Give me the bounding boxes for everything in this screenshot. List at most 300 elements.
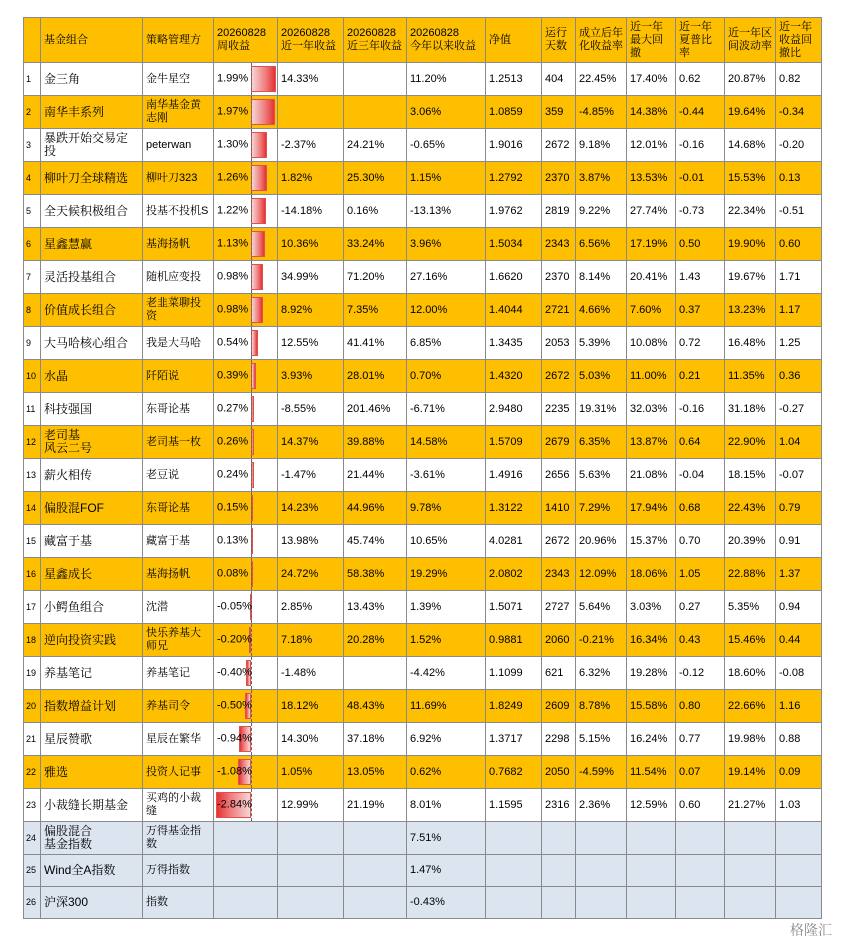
week-return-text: 0.24%	[217, 468, 249, 481]
cell-ytd-return: 1.52%	[407, 624, 486, 657]
cell-running-days: 2672	[542, 360, 576, 393]
cell-idx: 17	[24, 591, 41, 624]
cell-return-drawdown-ratio: 1.71	[776, 261, 822, 294]
cell-return-drawdown-ratio: -0.34	[776, 96, 822, 129]
table-row	[24, 63, 822, 96]
cell-one-year-return: 3.93%	[278, 360, 344, 393]
cell-fund-name: 水晶	[41, 360, 143, 393]
table-row	[24, 96, 822, 129]
week-return-text: 1.99%	[217, 72, 249, 85]
cell-idx: 25	[24, 855, 41, 887]
cell-volatility: 31.18%	[725, 393, 776, 426]
cell-nav: 1.5709	[486, 426, 542, 459]
cell-max-drawdown: 17.19%	[627, 228, 676, 261]
cell-max-drawdown: 16.34%	[627, 624, 676, 657]
cell-volatility: 15.53%	[725, 162, 776, 195]
cell-three-year-return: 13.43%	[344, 591, 407, 624]
cell-three-year-return: 21.19%	[344, 789, 407, 822]
cell-nav: 1.6620	[486, 261, 542, 294]
bar-zero-axis	[251, 162, 252, 194]
cell-annualized-return: 2.36%	[576, 789, 627, 822]
cell-fund-name: 南华丰系列	[41, 96, 143, 129]
cell-return-drawdown-ratio: 1.03	[776, 789, 822, 822]
cell-annualized-return: 3.87%	[576, 162, 627, 195]
cell-sharpe-ratio: 0.80	[676, 690, 725, 723]
cell-nav: 1.4044	[486, 294, 542, 327]
cell-nav: 0.9881	[486, 624, 542, 657]
cell-max-drawdown: 11.00%	[627, 360, 676, 393]
cell-ytd-return: 8.01%	[407, 789, 486, 822]
cell-running-days: 359	[542, 96, 576, 129]
table-row	[24, 294, 822, 327]
cell-nav: 1.8249	[486, 690, 542, 723]
cell-one-year-return: 1.05%	[278, 756, 344, 789]
cell-nav: 1.0859	[486, 96, 542, 129]
header-three-year-return: 20260828 近三年收益	[344, 18, 407, 63]
cell-idx: 16	[24, 558, 41, 591]
table-row	[24, 756, 822, 789]
cell-fund-name: 全天候积极组合	[41, 195, 143, 228]
week-return-bar	[251, 231, 265, 257]
cell-one-year-return	[278, 887, 344, 919]
cell-annualized-return: -4.59%	[576, 756, 627, 789]
header-fund-name: 基金组合	[41, 18, 143, 63]
cell-max-drawdown: 15.37%	[627, 525, 676, 558]
cell-max-drawdown: 13.53%	[627, 162, 676, 195]
cell-annualized-return: 6.35%	[576, 426, 627, 459]
cell-return-drawdown-ratio	[776, 855, 822, 887]
cell-week-return	[214, 855, 278, 887]
cell-fund-name: 价值成长组合	[41, 294, 143, 327]
cell-sharpe-ratio	[676, 887, 725, 919]
cell-fund-name: 小鳄鱼组合	[41, 591, 143, 624]
cell-sharpe-ratio: 0.68	[676, 492, 725, 525]
table-row	[24, 459, 822, 492]
cell-volatility: 14.68%	[725, 129, 776, 162]
cell-week-return	[214, 887, 278, 919]
cell-three-year-return: 37.18%	[344, 723, 407, 756]
cell-ytd-return: 14.58%	[407, 426, 486, 459]
week-return-text: 1.26%	[217, 171, 249, 184]
cell-three-year-return: 0.16%	[344, 195, 407, 228]
cell-week-return	[214, 822, 278, 855]
cell-running-days: 2656	[542, 459, 576, 492]
week-return-text: 0.13%	[217, 534, 249, 547]
cell-three-year-return	[344, 855, 407, 887]
header-row	[24, 18, 822, 63]
table-row	[24, 426, 822, 459]
cell-volatility: 22.90%	[725, 426, 776, 459]
cell-max-drawdown: 32.03%	[627, 393, 676, 426]
cell-annualized-return: 5.64%	[576, 591, 627, 624]
table-row	[24, 261, 822, 294]
cell-ytd-return: 19.29%	[407, 558, 486, 591]
fund-table-container	[23, 17, 822, 919]
bar-zero-axis	[251, 129, 252, 161]
cell-ytd-return: -6.71%	[407, 393, 486, 426]
cell-volatility: 18.60%	[725, 657, 776, 690]
cell-idx: 19	[24, 657, 41, 690]
cell-manager: 随机应变投	[143, 261, 214, 294]
cell-max-drawdown: 18.06%	[627, 558, 676, 591]
cell-annualized-return: 5.03%	[576, 360, 627, 393]
cell-running-days: 2672	[542, 525, 576, 558]
cell-week-return	[214, 789, 278, 822]
cell-return-drawdown-ratio: 1.16	[776, 690, 822, 723]
cell-max-drawdown: 10.08%	[627, 327, 676, 360]
cell-annualized-return: 22.45%	[576, 63, 627, 96]
cell-sharpe-ratio: 0.43	[676, 624, 725, 657]
cell-ytd-return: 6.92%	[407, 723, 486, 756]
week-return-bar	[251, 99, 275, 125]
cell-return-drawdown-ratio: 0.09	[776, 756, 822, 789]
cell-manager: 基海扬帆	[143, 558, 214, 591]
cell-one-year-return: 14.30%	[278, 723, 344, 756]
cell-running-days	[542, 855, 576, 887]
cell-three-year-return: 25.30%	[344, 162, 407, 195]
cell-max-drawdown: 19.28%	[627, 657, 676, 690]
cell-annualized-return	[576, 822, 627, 855]
cell-annualized-return	[576, 855, 627, 887]
cell-nav	[486, 887, 542, 919]
cell-manager: 指数	[143, 887, 214, 919]
cell-fund-name: 大马哈核心组合	[41, 327, 143, 360]
cell-fund-name: 灵活投基组合	[41, 261, 143, 294]
cell-idx: 24	[24, 822, 41, 855]
cell-sharpe-ratio: 0.07	[676, 756, 725, 789]
cell-week-return	[214, 525, 278, 558]
table-row	[24, 789, 822, 822]
cell-running-days: 2721	[542, 294, 576, 327]
cell-manager: 万得基金指数	[143, 822, 214, 855]
cell-volatility: 19.90%	[725, 228, 776, 261]
cell-three-year-return: 45.74%	[344, 525, 407, 558]
cell-ytd-return: 1.39%	[407, 591, 486, 624]
cell-ytd-return: 12.00%	[407, 294, 486, 327]
cell-sharpe-ratio: -0.01	[676, 162, 725, 195]
cell-idx: 3	[24, 129, 41, 162]
cell-nav: 4.0281	[486, 525, 542, 558]
cell-fund-name: 小裁缝长期基金	[41, 789, 143, 822]
cell-sharpe-ratio: -0.16	[676, 129, 725, 162]
cell-manager: 养基笔记	[143, 657, 214, 690]
cell-three-year-return: 33.24%	[344, 228, 407, 261]
cell-ytd-return: 0.62%	[407, 756, 486, 789]
cell-nav: 1.4320	[486, 360, 542, 393]
cell-max-drawdown	[627, 822, 676, 855]
cell-three-year-return: 24.21%	[344, 129, 407, 162]
cell-return-drawdown-ratio: 0.44	[776, 624, 822, 657]
cell-nav: 1.5071	[486, 591, 542, 624]
cell-volatility: 22.88%	[725, 558, 776, 591]
cell-idx: 22	[24, 756, 41, 789]
cell-return-drawdown-ratio: 0.88	[776, 723, 822, 756]
cell-three-year-return: 28.01%	[344, 360, 407, 393]
cell-sharpe-ratio: 0.27	[676, 591, 725, 624]
cell-fund-name: 老司基 风云二号	[41, 426, 143, 459]
week-return-text: -0.05%	[217, 600, 252, 613]
cell-volatility: 18.15%	[725, 459, 776, 492]
table-row	[24, 360, 822, 393]
cell-three-year-return: 39.88%	[344, 426, 407, 459]
cell-annualized-return: 20.96%	[576, 525, 627, 558]
cell-return-drawdown-ratio: 1.37	[776, 558, 822, 591]
week-return-text: 0.98%	[217, 270, 249, 283]
cell-return-drawdown-ratio	[776, 822, 822, 855]
cell-running-days: 2343	[542, 558, 576, 591]
cell-one-year-return: -2.37%	[278, 129, 344, 162]
cell-running-days: 2060	[542, 624, 576, 657]
cell-max-drawdown: 13.87%	[627, 426, 676, 459]
cell-max-drawdown	[627, 855, 676, 887]
cell-three-year-return: 48.43%	[344, 690, 407, 723]
cell-manager: 老豆说	[143, 459, 214, 492]
cell-one-year-return: 12.99%	[278, 789, 344, 822]
cell-annualized-return: 5.15%	[576, 723, 627, 756]
cell-idx: 21	[24, 723, 41, 756]
cell-nav: 1.9016	[486, 129, 542, 162]
cell-week-return	[214, 492, 278, 525]
cell-three-year-return: 7.35%	[344, 294, 407, 327]
cell-sharpe-ratio	[676, 822, 725, 855]
cell-max-drawdown: 12.01%	[627, 129, 676, 162]
cell-annualized-return: 7.29%	[576, 492, 627, 525]
cell-sharpe-ratio: 0.60	[676, 789, 725, 822]
table-row	[24, 855, 822, 887]
cell-one-year-return: -1.47%	[278, 459, 344, 492]
cell-week-return	[214, 624, 278, 657]
cell-manager: 投基不投机S	[143, 195, 214, 228]
header-volatility: 近一年区间波动率	[725, 18, 776, 63]
cell-one-year-return: 12.55%	[278, 327, 344, 360]
header-manager: 策略管理方	[143, 18, 214, 63]
bar-zero-axis	[251, 261, 252, 293]
bar-zero-axis	[251, 96, 252, 128]
table-row	[24, 887, 822, 919]
cell-ytd-return: 1.47%	[407, 855, 486, 887]
cell-return-drawdown-ratio: -0.20	[776, 129, 822, 162]
cell-nav: 1.3717	[486, 723, 542, 756]
cell-nav: 1.3122	[486, 492, 542, 525]
cell-week-return	[214, 723, 278, 756]
cell-one-year-return: -8.55%	[278, 393, 344, 426]
cell-volatility: 11.35%	[725, 360, 776, 393]
cell-annualized-return: 4.66%	[576, 294, 627, 327]
cell-ytd-return: -0.43%	[407, 887, 486, 919]
bar-zero-axis	[251, 525, 252, 557]
cell-ytd-return: 3.06%	[407, 96, 486, 129]
cell-sharpe-ratio	[676, 855, 725, 887]
bar-zero-axis	[251, 294, 252, 326]
header-ytd-return: 20260828 今年以来收益	[407, 18, 486, 63]
cell-max-drawdown: 27.74%	[627, 195, 676, 228]
cell-manager: peterwan	[143, 129, 214, 162]
cell-return-drawdown-ratio: -0.27	[776, 393, 822, 426]
cell-week-return	[214, 63, 278, 96]
cell-sharpe-ratio: 0.37	[676, 294, 725, 327]
cell-annualized-return: -0.21%	[576, 624, 627, 657]
bar-zero-axis	[251, 327, 252, 359]
week-return-bar	[251, 198, 266, 224]
cell-ytd-return: 11.20%	[407, 63, 486, 96]
cell-idx: 2	[24, 96, 41, 129]
cell-ytd-return: 27.16%	[407, 261, 486, 294]
cell-week-return	[214, 195, 278, 228]
cell-nav: 0.7682	[486, 756, 542, 789]
cell-one-year-return	[278, 96, 344, 129]
cell-max-drawdown: 12.59%	[627, 789, 676, 822]
cell-idx: 4	[24, 162, 41, 195]
cell-sharpe-ratio: -0.44	[676, 96, 725, 129]
week-return-bar	[251, 297, 263, 323]
cell-ytd-return: -4.42%	[407, 657, 486, 690]
cell-three-year-return: 58.38%	[344, 558, 407, 591]
cell-idx: 20	[24, 690, 41, 723]
cell-max-drawdown: 21.08%	[627, 459, 676, 492]
cell-week-return	[214, 393, 278, 426]
cell-one-year-return: -14.18%	[278, 195, 344, 228]
cell-sharpe-ratio: -0.73	[676, 195, 725, 228]
cell-idx: 12	[24, 426, 41, 459]
table-row	[24, 723, 822, 756]
bar-zero-axis	[251, 195, 252, 227]
week-return-bar	[251, 66, 276, 92]
cell-return-drawdown-ratio: 0.82	[776, 63, 822, 96]
cell-sharpe-ratio: -0.16	[676, 393, 725, 426]
cell-week-return	[214, 657, 278, 690]
cell-nav: 1.5034	[486, 228, 542, 261]
cell-manager: 老韭菜聊投资	[143, 294, 214, 327]
cell-one-year-return: 1.82%	[278, 162, 344, 195]
week-return-text: 0.39%	[217, 369, 249, 382]
week-return-text: -0.20%	[217, 633, 252, 646]
cell-annualized-return: 8.14%	[576, 261, 627, 294]
cell-manager: 阡陌说	[143, 360, 214, 393]
cell-one-year-return: 14.37%	[278, 426, 344, 459]
cell-max-drawdown: 17.94%	[627, 492, 676, 525]
cell-one-year-return: 24.72%	[278, 558, 344, 591]
cell-volatility: 19.67%	[725, 261, 776, 294]
table-row	[24, 591, 822, 624]
cell-max-drawdown: 11.54%	[627, 756, 676, 789]
cell-return-drawdown-ratio: 1.25	[776, 327, 822, 360]
cell-week-return	[214, 756, 278, 789]
cell-running-days: 404	[542, 63, 576, 96]
cell-max-drawdown: 3.03%	[627, 591, 676, 624]
cell-idx: 8	[24, 294, 41, 327]
cell-running-days: 2316	[542, 789, 576, 822]
cell-ytd-return: -0.65%	[407, 129, 486, 162]
cell-manager: 投资人记事	[143, 756, 214, 789]
cell-week-return	[214, 327, 278, 360]
cell-three-year-return: 201.46%	[344, 393, 407, 426]
cell-week-return	[214, 162, 278, 195]
cell-one-year-return	[278, 855, 344, 887]
cell-fund-name: 暴跌开始交易定投	[41, 129, 143, 162]
cell-max-drawdown	[627, 887, 676, 919]
cell-sharpe-ratio: 1.43	[676, 261, 725, 294]
cell-week-return	[214, 360, 278, 393]
cell-nav: 2.0802	[486, 558, 542, 591]
cell-ytd-return: 11.69%	[407, 690, 486, 723]
cell-sharpe-ratio: 0.21	[676, 360, 725, 393]
cell-three-year-return: 20.28%	[344, 624, 407, 657]
cell-three-year-return	[344, 887, 407, 919]
cell-one-year-return: 8.92%	[278, 294, 344, 327]
cell-manager: 沈潜	[143, 591, 214, 624]
week-return-text: 0.08%	[217, 567, 249, 580]
week-return-bar	[251, 330, 258, 356]
cell-idx: 23	[24, 789, 41, 822]
cell-return-drawdown-ratio	[776, 887, 822, 919]
header-running-days: 运行天数	[542, 18, 576, 63]
cell-manager: 基海扬帆	[143, 228, 214, 261]
cell-manager: 养基司令	[143, 690, 214, 723]
cell-fund-name: 星鑫慧赢	[41, 228, 143, 261]
cell-manager: 买鸡的小裁缝	[143, 789, 214, 822]
header-week-return: 20260828 周收益	[214, 18, 278, 63]
cell-manager: 星辰在繁华	[143, 723, 214, 756]
cell-three-year-return: 13.05%	[344, 756, 407, 789]
cell-three-year-return	[344, 822, 407, 855]
cell-one-year-return: 2.85%	[278, 591, 344, 624]
cell-fund-name: 藏富于基	[41, 525, 143, 558]
cell-volatility: 20.39%	[725, 525, 776, 558]
bar-zero-axis	[251, 459, 252, 491]
cell-return-drawdown-ratio: -0.08	[776, 657, 822, 690]
cell-nav: 1.2792	[486, 162, 542, 195]
cell-volatility: 19.64%	[725, 96, 776, 129]
cell-return-drawdown-ratio: 0.94	[776, 591, 822, 624]
cell-running-days: 2727	[542, 591, 576, 624]
week-return-text: 1.22%	[217, 204, 249, 217]
cell-idx: 6	[24, 228, 41, 261]
week-return-text: -2.84%	[217, 798, 252, 811]
cell-annualized-return: 8.78%	[576, 690, 627, 723]
table-body	[24, 63, 822, 919]
cell-one-year-return: 34.99%	[278, 261, 344, 294]
cell-sharpe-ratio: 0.62	[676, 63, 725, 96]
cell-nav: 1.2513	[486, 63, 542, 96]
table-row	[24, 327, 822, 360]
cell-three-year-return: 71.20%	[344, 261, 407, 294]
cell-max-drawdown: 20.41%	[627, 261, 676, 294]
cell-one-year-return	[278, 822, 344, 855]
cell-volatility: 13.23%	[725, 294, 776, 327]
cell-volatility: 19.98%	[725, 723, 776, 756]
cell-three-year-return	[344, 657, 407, 690]
cell-ytd-return: 0.70%	[407, 360, 486, 393]
cell-fund-name: 星鑫成长	[41, 558, 143, 591]
cell-fund-name: 科技强国	[41, 393, 143, 426]
week-return-text: 0.26%	[217, 435, 249, 448]
cell-manager: 快乐养基大师兄	[143, 624, 214, 657]
week-return-text: 0.98%	[217, 303, 249, 316]
cell-running-days: 2343	[542, 228, 576, 261]
cell-manager: 东哥论基	[143, 492, 214, 525]
cell-nav	[486, 855, 542, 887]
header-one-year-return: 20260828 近一年收益	[278, 18, 344, 63]
cell-ytd-return: 3.96%	[407, 228, 486, 261]
watermark-logo: 格隆汇	[790, 922, 832, 938]
cell-return-drawdown-ratio: -0.07	[776, 459, 822, 492]
cell-week-return	[214, 261, 278, 294]
cell-fund-name: 偏股混合 基金指数	[41, 822, 143, 855]
cell-nav: 1.9762	[486, 195, 542, 228]
week-return-text: -0.94%	[217, 732, 252, 745]
cell-max-drawdown: 14.38%	[627, 96, 676, 129]
cell-volatility: 22.43%	[725, 492, 776, 525]
